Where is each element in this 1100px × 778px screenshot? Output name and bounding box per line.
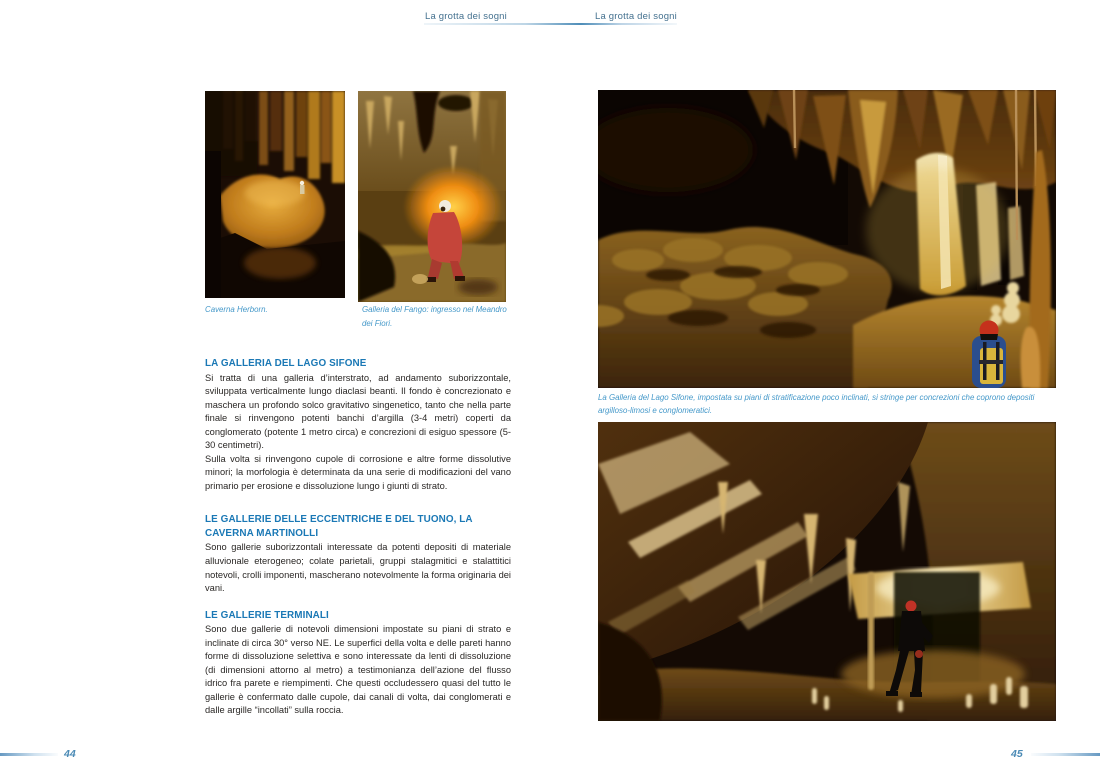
photo-galleria-terminale xyxy=(598,422,1056,721)
paragraph: Si tratta di una galleria d’interstrato, ad andamento suborizzontale, sviluppata verticalmente lungo diaclasi beanti. Il fondo è concrezionato e maschera un profondo solco gravitativo singenetico, tanto che nella parte finale si rinvengono potenti banchi d’argilla (3-4 metri) coperti da conglomerato (potente 1 metro circa) e concrezioni di esiguo spessore (5-30 centimetri). xyxy=(205,372,511,451)
article-text xyxy=(205,357,511,718)
footer-rule-right xyxy=(1031,753,1100,756)
photo-caption: Galleria del Fango: ingresso nel Meandro dei Fiori. xyxy=(362,305,507,328)
paragraph: Sono gallerie suborizzontali interessate da potenti depositi di materiale alluvionale eterogeneo; colate parietali, gruppi stalagmitici e stalattitici notevoli, crolli imponenti, mascherano notevolmente la forma originaria dei vani. xyxy=(205,542,511,594)
cave-photo-illustration xyxy=(598,90,1056,388)
cave-photo-illustration xyxy=(205,91,345,298)
page-number-right: 45 xyxy=(1011,748,1023,760)
paragraph: Sono due gallerie di notevoli dimensioni impostate su piani di strato e inclinate di circa 30° verso NE. Le superfici della volta e delle pareti hanno forme di dissoluzione selettiva e sono interessate da lenti di dissoluzione (di dimensioni attorno al metro) a testimonianza dell’azione del flusso idrico fra parete e riempimenti. Che questi occludessero quasi del tutto le gallerie è confermato dalle cupole, dai canali di volta, dai conglomerati e dalle argille “incollati” sulla roccia. xyxy=(205,624,511,716)
photo-galleria-lago-sifone xyxy=(598,90,1056,388)
running-head-right: La grotta dei sogni xyxy=(595,11,677,22)
cave-photo-illustration xyxy=(598,422,1056,721)
section-heading: LA GALLERIA DEL LAGO SIFONE xyxy=(205,358,367,369)
section-heading: LE GALLERIE DELLE ECCENTRICHE E DEL TUONO, LA CAVERNA MARTINOLLI xyxy=(205,514,473,539)
section-heading: LE GALLERIE TERMINALI xyxy=(205,609,329,621)
photo-caverna-herborn xyxy=(205,91,345,298)
page-number-left: 44 xyxy=(64,748,76,760)
running-head-left: La grotta dei sogni xyxy=(425,11,507,22)
photo-caption: La Galleria del Lago Sifone, impostata su piani di stratificazione poco inclinati, si stringe per concrezioni che coprono depositi argilloso-limosi e conglomeratici. xyxy=(598,393,1035,415)
footer-rule-left xyxy=(0,753,58,756)
cave-photo-illustration xyxy=(358,91,506,302)
photo-caption: Caverna Herborn. xyxy=(205,305,268,314)
photo-galleria-del-fango xyxy=(358,91,506,302)
header-rule xyxy=(424,23,677,25)
paragraph: Sulla volta si rinvengono cupole di corrosione e altre forme dissolutive minori; la morfologia è determinata da una serie di modificazioni del vano primario per erosione e dissoluzione lungo i giunti di strato. xyxy=(205,453,511,491)
